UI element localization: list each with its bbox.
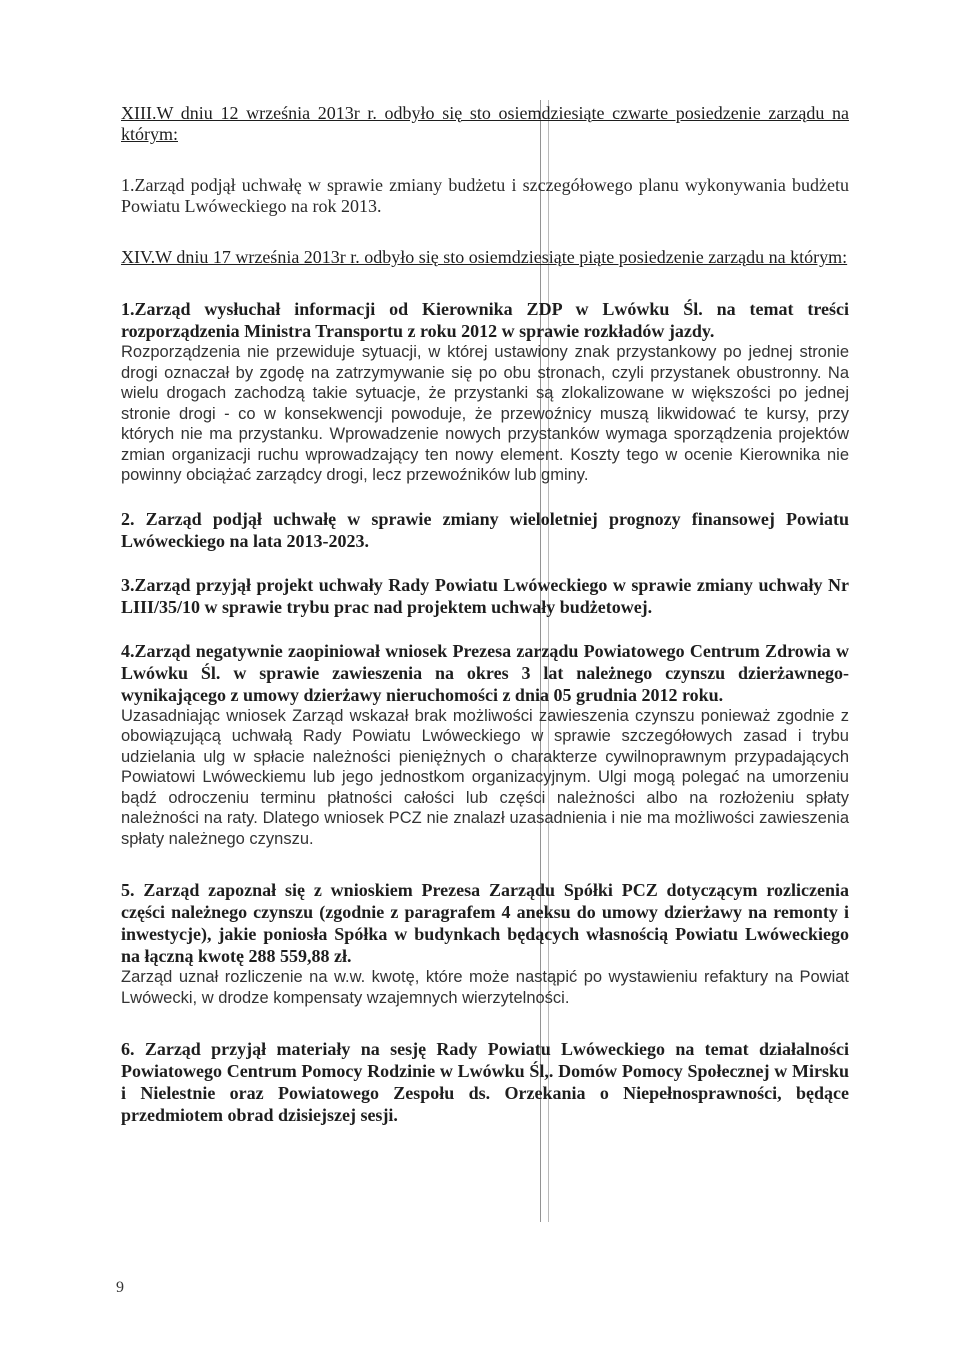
section-xiv-item-5-title: 5. Zarząd zapoznał się z wnioskiem Prezesa Zarządu Spółki PCZ dotyczącym rozliczenia części należnego czynszu (zgodnie z paragrafem 4 aneksu do umowy dzierżawy na remonty i inwestycje), jakie poniosła Spółka w budynkach będących własnością Powiatu Lwóweckiego na łączną kwotę 288 559,88 zł.	[121, 880, 849, 966]
section-xiv-item-1-title: 1.Zarząd wysłuchał informacji od Kierownika ZDP w Lwówku Śl. na temat treści rozporządzenia Ministra Transportu z roku 2012 w sprawie rozkładów jazdy.	[121, 299, 849, 341]
section-xiv-item-6: 6. Zarząd przyjął materiały na sesję Rady Powiatu Lwóweckiego na temat działalności Powiatowego Centrum Pomocy Rodzinie w Lwówku Śl,. Domów Pomocy Społecznej w Mirsku i Nielestnie oraz Powiatowego Zespołu ds. Orzekania o Niepełnosprawności, będące przedmiotem obrad dzisiejszej sesji.	[121, 1039, 849, 1125]
section-xiii-item-1: 1.Zarząd podjął uchwałę w sprawie zmiany budżetu i szczegółowego planu wykonywania budżetu Powiatu Lwóweckiego na rok 2013.	[121, 175, 849, 216]
section-xiv-item-1-text: Rozporządzenia nie przewiduje sytuacji, w której ustawiony znak przystankowy po jednej stronie drogi oznaczał by zgodę na zatrzymywanie się po obu stronach, czyli przystanek obustronny. Na wielu drogach zachodzą takie sytuacje, że przystanki są zlokalizowane w większości po jednej stronie drogi - co w konsekwencji powoduje, że przewoźnicy muszą likwidować te kursy, przy których nie ma przystanku. Wprowadzenie nowych przystanków wymaga sporządzenia projektów zmian organizacji ruchu wprowadzający ten nowy element. Koszty tego w ocenie Kierownika nie powinny obciążać zarządcy drogi, lecz przewoźników lub gminy.	[121, 343, 849, 484]
section-xiv-item-5-text: Zarząd uznał rozliczenie na w.w. kwotę, które może nastąpić po wystawieniu refaktury na Powiat Lwówecki, w drodze kompensaty wzajemnych wierzytelności.	[121, 968, 849, 1007]
section-xiii-heading: XIII.W dniu 12 września 2013r r. odbyło się sto osiemdziesiąte czwarte posiedzenie zarządu na którym:	[121, 103, 849, 144]
document-body	[121, 103, 849, 1126]
section-xiv-item-3: 3.Zarząd przyjął projekt uchwały Rady Powiatu Lwóweckiego w sprawie zmiany uchwały Nr LIII/35/10 w sprawie trybu prac nad projektem uchwały budżetowej.	[121, 574, 849, 617]
section-xiv-item-4-text: Uzasadniając wniosek Zarząd wskazał brak możliwości zawieszenia czynszu ponieważ zgodnie z obowiązującą uchwałą Rady Powiatu Lwóweckiego w sprawie szczegółowych zasad i trybu udzielania ulg w spłacie należności pieniężnych o charakterze cywilnoprawnym przypadających Powiatowi Lwóweckiemu lub jego jednostkom organizacyjnym. Ulgi mogą polegać na umorzeniu bądź odroczeniu terminu płatności całości lub części należności albo na rozłożeniu spłaty należności na raty. Dlatego wniosek PCZ nie znalazł uzasadnienia i nie ma możliwości zawieszenia spłaty należnego czynszu.	[121, 706, 849, 848]
section-xiv-item-2: 2. Zarząd podjął uchwałę w sprawie zmiany wieloletniej prognozy finansowej Powiatu Lwóweckiego na lata 2013-2023.	[121, 508, 849, 551]
section-xiv-item-4-title: 4.Zarząd negatywnie zaopiniował wniosek Prezesa zarządu Powiatowego Centrum Zdrowia w Lwówku Śl. w sprawie zawieszenia na okres 3 lat należnego czynszu dzierżawnego- wynikającego z umowy dzierżawy nieruchomości z dnia 05 grudnia 2012 roku.	[121, 640, 849, 705]
page-number: 9	[116, 1279, 124, 1296]
section-xiv-heading: XIV.W dniu 17 września 2013r r. odbyło się sto osiemdziesiąte piąte posiedzenie zarządu na którym:	[121, 247, 848, 267]
